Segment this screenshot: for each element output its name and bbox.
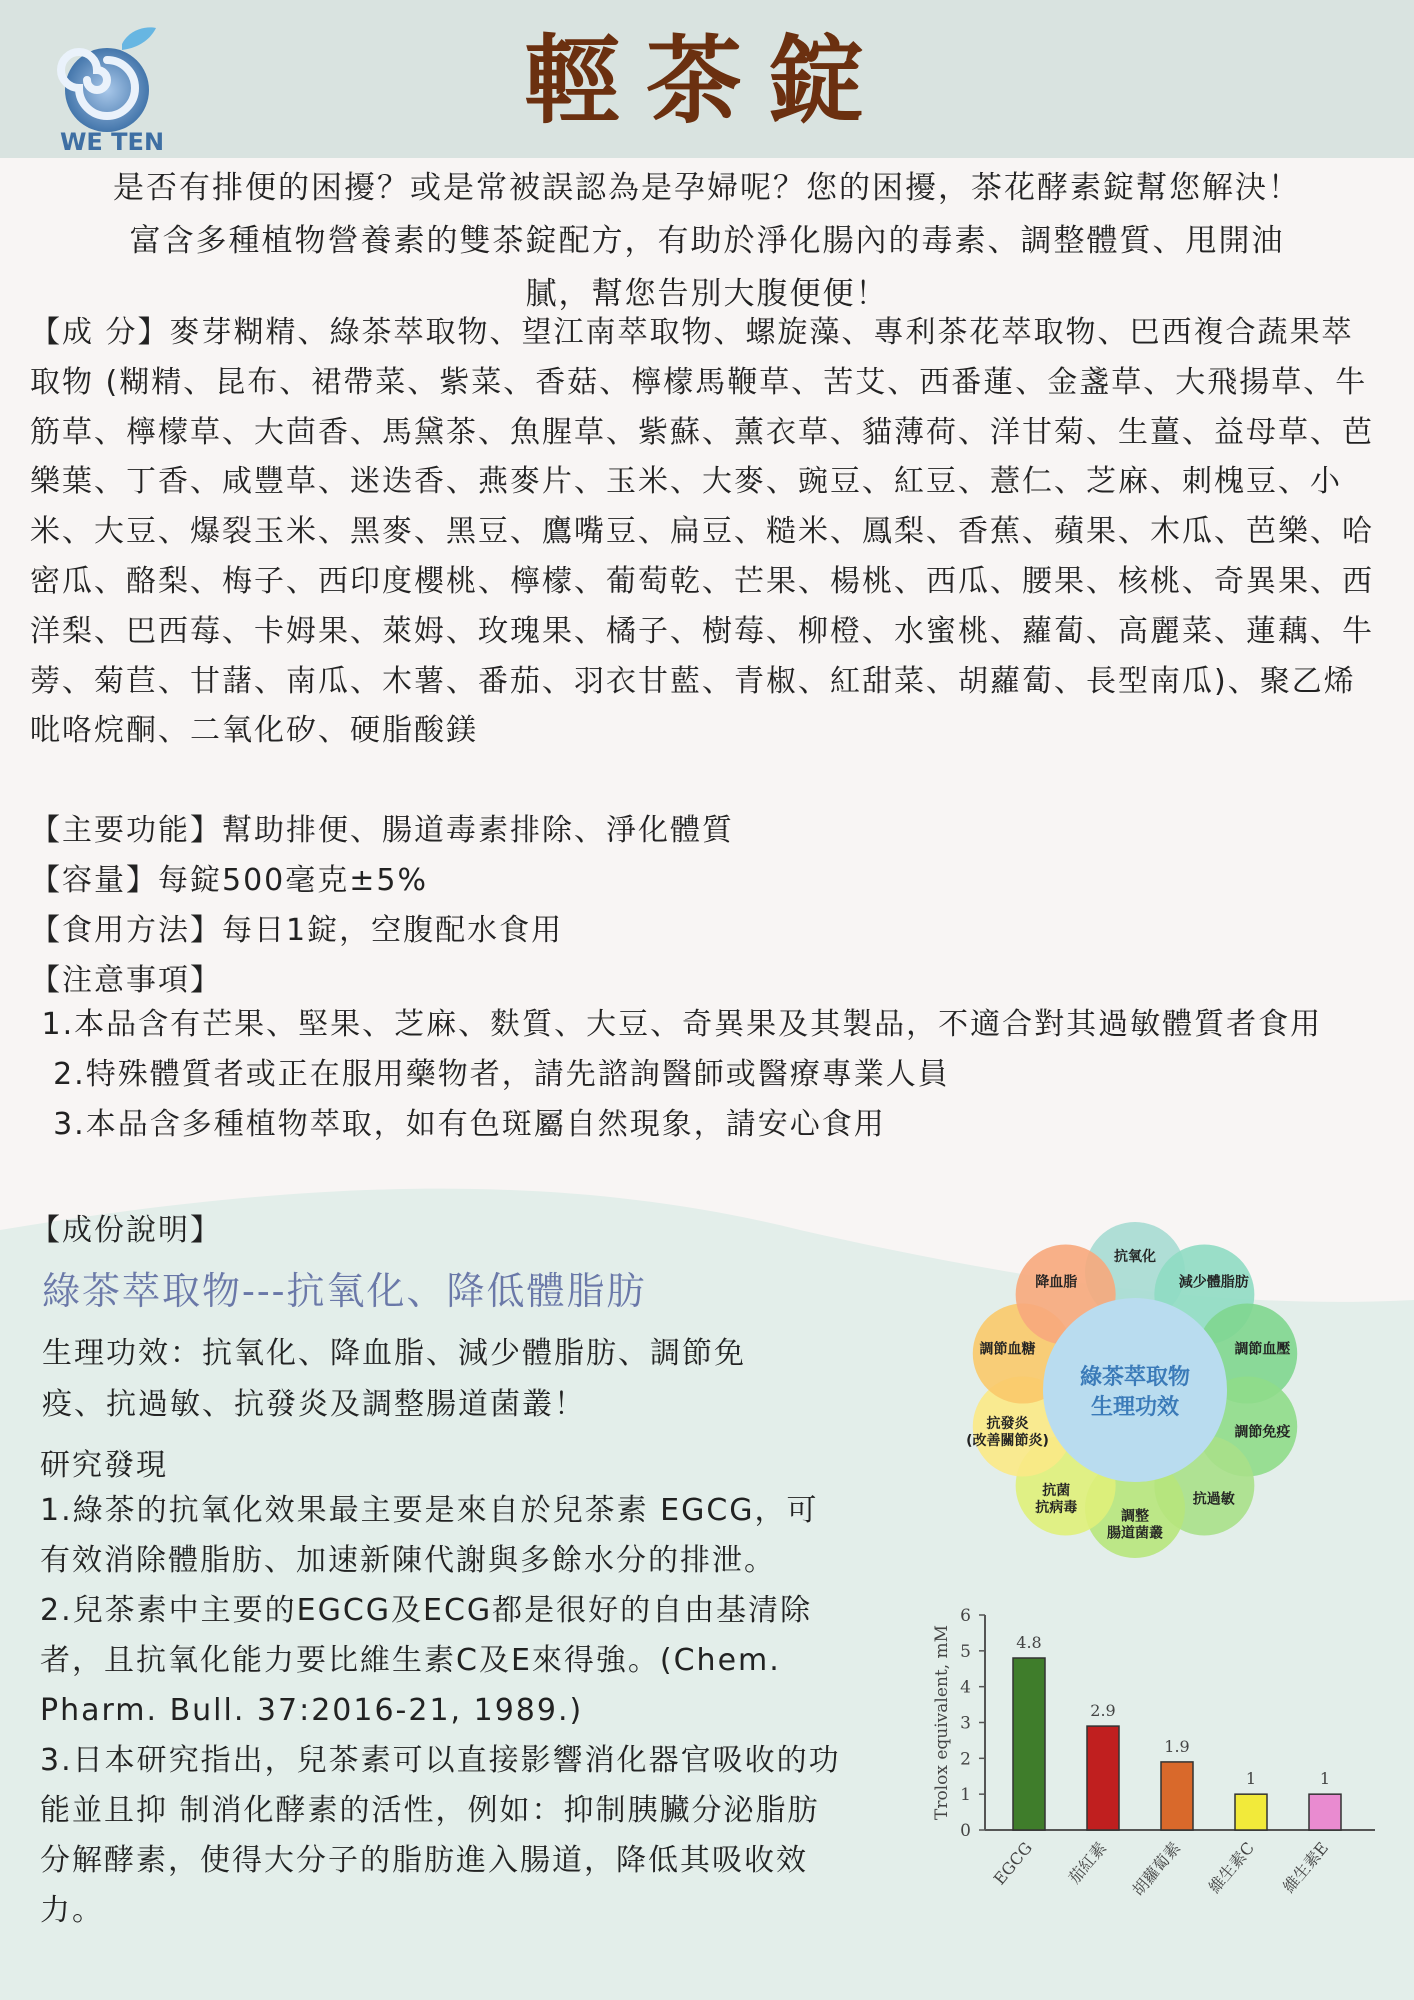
y-tick-label: 5 — [960, 1641, 971, 1662]
research-line: 力。 — [40, 1893, 104, 1928]
petal-label: 調整 — [1121, 1508, 1149, 1525]
composition-label: 【成份說明】 — [30, 1213, 222, 1248]
y-tick-label: 0 — [960, 1821, 971, 1841]
bar-value-label: 1 — [1245, 1769, 1257, 1789]
research-line: 1.綠茶的抗氧化效果最主要是來自於兒茶素 EGCG，可 — [40, 1493, 819, 1528]
y-tick-label: 6 — [960, 1606, 971, 1626]
petal-label: 抗菌 — [1042, 1482, 1071, 1499]
brand-name: WE TEN — [59, 128, 165, 156]
y-axis-label: Trolox equivalent, mM — [932, 1624, 952, 1821]
center-circle — [1043, 1298, 1227, 1482]
usage-row — [30, 905, 563, 949]
x-tick-label: 胡蘿蔔素 — [1128, 1838, 1185, 1900]
usage-text: 每日1錠，空腹配水食用 — [222, 913, 564, 948]
y-tick-label: 2 — [960, 1749, 971, 1770]
y-tick-label: 3 — [960, 1713, 971, 1734]
research-line: 有效消除體脂肪、加速新陳代謝與多餘水分的排泄。 — [40, 1543, 776, 1578]
petal-label: (改善關節炎) — [966, 1432, 1049, 1449]
bar — [1161, 1762, 1193, 1830]
effect-line: 疫、抗過敏、抗發炎及調整腸道菌叢！ — [42, 1387, 586, 1422]
green-tea-function-diagram — [965, 1195, 1305, 1575]
bar — [1309, 1794, 1341, 1830]
note-item: 3.本品含多種植物萃取，如有色斑屬自然現象，請安心食用 — [30, 1107, 886, 1142]
petal-label: 調節血壓 — [1234, 1341, 1291, 1358]
petal-label: 抗發炎 — [986, 1415, 1029, 1432]
petal-label: 調節免疫 — [1234, 1424, 1291, 1441]
x-tick-label: EGCG — [989, 1838, 1037, 1889]
center-label: 綠茶萃取物 — [1079, 1365, 1191, 1390]
petal-label: 調節血糖 — [979, 1341, 1036, 1358]
antioxidant-bar-chart — [925, 1585, 1385, 1915]
research-line: 分解酵素，使得大分子的脂肪進入腸道，降低其吸收效 — [40, 1843, 808, 1878]
function-row — [30, 805, 734, 849]
x-tick-label: 維生素E — [1279, 1838, 1333, 1897]
research-title: 研究發現 — [40, 1448, 168, 1483]
research-line: 3.日本研究指出，兒茶素可以直接影響消化器官吸收的功 — [40, 1743, 841, 1778]
note-item: 2.特殊體質者或正在服用藥物者，請先諮詢醫師或醫療專業人員 — [30, 1057, 950, 1092]
intro-paragraph — [30, 162, 1384, 321]
y-tick-label: 1 — [960, 1785, 971, 1806]
bar — [1013, 1658, 1045, 1830]
intro-line: 是否有排便的困擾？或是常被誤認為是孕婦呢？您的困擾，茶花酵素錠幫您解決！ — [113, 170, 1301, 206]
ingredients-section — [30, 308, 1384, 756]
bar-value-label: 4.8 — [1016, 1633, 1042, 1652]
usage-label: 【食用方法】 — [30, 913, 222, 948]
function-label: 【主要功能】 — [30, 813, 222, 848]
intro-line: 膩，幫您告別大腹便便！ — [525, 276, 889, 312]
petal-label: 抗過敏 — [1192, 1491, 1235, 1508]
x-tick-label: 茄紅素 — [1064, 1838, 1111, 1888]
research-line: 能並且抑 制消化酵素的活性，例如：抑制胰臟分泌脂肪 — [40, 1793, 820, 1828]
bar — [1087, 1726, 1119, 1830]
research-list — [40, 1486, 920, 1936]
x-tick-label: 維生素C — [1204, 1838, 1259, 1897]
center-label: 生理功效 — [1090, 1395, 1180, 1420]
notes-label: 【注意事項】 — [30, 963, 222, 998]
green-tea-effect — [42, 1328, 842, 1430]
petal-label: 減少體脂肪 — [1178, 1274, 1249, 1291]
y-tick-label: 4 — [960, 1677, 971, 1698]
note-item: 1.本品含有芒果、堅果、芝麻、麩質、大豆、奇異果及其製品，不適合對其過敏體質者食用 — [30, 1007, 1323, 1042]
ingredients-text: 麥芽糊精、綠茶萃取物、望江南萃取物、螺旋藻、專利茶花萃取物、巴西複合蔬果萃取物 (糊精、昆布、裙帶菜、紫菜、香菇、檸檬馬鞭草、苦艾、西番蓮、金盞草、大飛揚草、牛筋草、檸檬草、大茴香、馬黛茶、魚腥草、紫蘇、薰衣草、貓薄荷、洋甘菊、生薑、益母草、芭樂葉、丁香、咸豐草、迷迭香、燕麥片、玉米、大麥、豌豆、紅豆、薏仁、芝麻、刺槐豆、小米、大豆、爆裂玉米、黑麥、黑豆、鷹嘴豆、扁豆、糙米、鳳梨、香蕉、蘋果、木瓜、芭樂、哈密瓜、酪梨、梅子、西印度櫻桃、檸檬、葡萄乾、芒果、楊桃、西瓜、腰果、核桃、奇異果、西洋梨、巴西莓、卡姆果、萊姆、玫瑰果、橘子、樹莓、柳橙、水蜜桃、蘿蔔、高麗菜、蓮藕、牛蒡、菊苣、甘藷、南瓜、木薯、番茄、羽衣甘藍、青椒、紅甜菜、胡蘿蔔、長型南瓜)、聚乙烯吡咯烷酮、二氧化矽、硬脂酸鎂 — [30, 315, 1374, 749]
capacity-row — [30, 855, 428, 899]
bar — [1235, 1794, 1267, 1830]
research-line: Pharm. Bull. 37:2016-21, 1989.) — [40, 1693, 584, 1728]
ingredients-label: 【成 分】 — [30, 315, 170, 350]
page-title: 輕茶錠 — [524, 25, 890, 137]
petal-label: 降血脂 — [1035, 1274, 1078, 1291]
capacity-label: 【容量】 — [30, 863, 158, 898]
intro-line: 富含多種植物營養素的雙茶錠配方，有助於淨化腸內的毒素、調整體質、甩開油 — [129, 223, 1285, 259]
capacity-text: 每錠500毫克±5% — [158, 863, 428, 898]
green-tea-title: 綠茶萃取物---抗氧化、降低體脂肪 — [42, 1269, 647, 1313]
function-text: 幫助排便、腸道毒素排除、淨化體質 — [222, 813, 734, 848]
bar-value-label: 2.9 — [1090, 1701, 1116, 1721]
bar-value-label: 1 — [1319, 1769, 1331, 1789]
research-line: 2.兒茶素中主要的EGCG及ECG都是很好的自由基清除 — [40, 1593, 813, 1628]
petal-label: 腸道菌叢 — [1107, 1525, 1163, 1542]
petal-label: 抗病毒 — [1035, 1499, 1078, 1516]
research-line: 者，且抗氧化能力要比維生素C及E來得強。(Chem. — [40, 1643, 781, 1678]
bar-value-label: 1.9 — [1164, 1736, 1190, 1756]
petal-label: 抗氧化 — [1114, 1249, 1156, 1265]
notes-list — [30, 1000, 1384, 1150]
effect-line: 生理功效：抗氧化、降血脂、減少體脂肪、調節免 — [42, 1336, 746, 1371]
